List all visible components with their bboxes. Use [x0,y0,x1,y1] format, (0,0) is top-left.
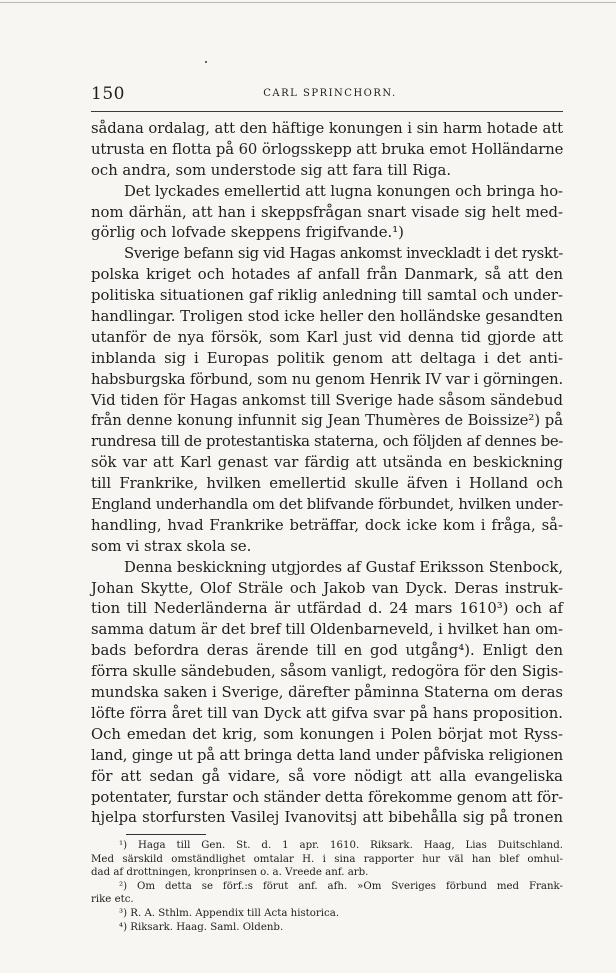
body-line: Och emedan det krig, som konungen i Polen börjat mot Ryss- [91,725,563,743]
footnote-line: Med särskild omständlighet omtalar H. i sina rapporter hur väl han blef omhul- [91,853,563,865]
body-line: Vid tiden för Hagas ankomst till Sverige hade såsom sändebud [91,391,563,409]
footnote-line: ²) Om detta se förf.:s förut anf. afh. »Om Sveriges förbund med Frank- [119,880,563,892]
body-line: löfte förra året till van Dyck att gifva svar på hans proposition. [91,704,563,722]
body-line: utrusta en flotta på 60 örlogsskepp att bruka emot Holländarne [91,140,564,158]
body-line: och andra, som understode sig att fara till Riga. [91,161,452,179]
body-line: handling, hvad Frankrike beträffar, dock icke kom i fråga, så- [91,516,563,534]
body-line: till Frankrike, hvilken emellertid skulle äfven i Holland och [91,475,563,493]
body-line: rundresa till de protestantiska staterna, och följden af dennes be- [91,433,563,451]
footnote-line: ³) R. A. Sthlm. Appendix till Acta historica. [119,907,340,919]
body-line: land, ginge ut på att bringa detta land under påfviska religionen [91,746,564,764]
body-line: sök var att Karl genast var färdig att utsända en beskickning [91,454,563,472]
body-line: nom därhän, att han i skeppsfrågan snart visade sig helt med- [91,203,563,221]
body-line: England underhandla om det blifvande förbundet, hvilken under- [91,496,563,514]
body-line: politiska situationen gaf riklig anledning till samtal och under- [91,287,563,305]
body-line: förra skulle sändebuden, såsom vanligt, redogöra för den Sigis- [91,663,563,681]
body-line: samma datum är det bref till Oldenbarneveld, i hvilket han om- [91,621,563,639]
body-line: potentater, furstar och ständer detta förekomme genom att för- [91,788,563,806]
body-line: polska kriget och hotades af anfall från Danmark, så att den [91,266,563,284]
running-head: CARL SPRINCHORN. [263,88,397,99]
body-line: inblanda sig i Europas politik genom att deltaga i det anti- [91,349,563,367]
body-line: Johan Skytte, Olof Sträle och Jakob van Dyck. Deras instruk- [91,579,563,597]
body-line: för att sedan gå vidare, så vore nödigt att alla evangeliska [91,767,563,785]
body-line: Denna beskickning utgjordes af Gustaf Eriksson Stenbock, [124,558,563,576]
body-line: Sverige befann sig vid Hagas ankomst inveckladt i det ryskt- [124,245,563,263]
body-line: från denne konung infunnit sig Jean Thumères de Boissize²) på [91,412,563,430]
footnotes [91,839,563,934]
body-line: bads befordra deras ärende till en god utgång⁴). Enligt den [91,642,563,660]
body-line: mundska saken i Sverige, därefter påminna Staterna om deras [91,684,563,702]
body-line: Det lyckades emellertid att lugna konungen och bringa ho- [124,182,563,200]
footnote-line: ⁴) Riksark. Haag. Saml. Oldenb. [119,921,284,933]
header-rule [91,111,563,112]
body-line: handlingar. Troligen stod icke heller den holländske gesandten [91,308,563,326]
body-line: sådana ordalag, att den häftige konungen i sin harm hotade att [91,120,563,137]
top-edge-rule [0,2,616,3]
body-line: som vi strax skola se. [91,537,252,555]
body-line: görlig och lofvade skeppens frigifvande.¹) [91,224,404,242]
footnote-line: rike etc. [91,894,134,906]
footnote-rule [126,834,206,835]
body-line: tion till Nederländerna är utfärdad d. 24 mars 1610³) och af [91,600,563,618]
page-number: 150 [91,84,125,104]
footnote-line: ¹) Haga till Gen. St. d. 1 apr. 1610. Riksark. Haag, Lias Duitschland. [119,840,563,851]
body-line: habsburgska förbund, som nu genom Henrik IV var i görningen. [91,370,563,388]
print-speck [205,61,207,63]
body-text [91,119,563,829]
body-line: hjelpa storfursten Vasilej Ivanovitsj att bibehålla sig på tronen [91,809,563,827]
body-line: utanför de nya försök, som Karl just vid denna tid gjorde att [91,328,563,346]
footnote-line: dad af drottningen, kronprinsen o. a. Vreede anf. arb. [91,867,369,879]
